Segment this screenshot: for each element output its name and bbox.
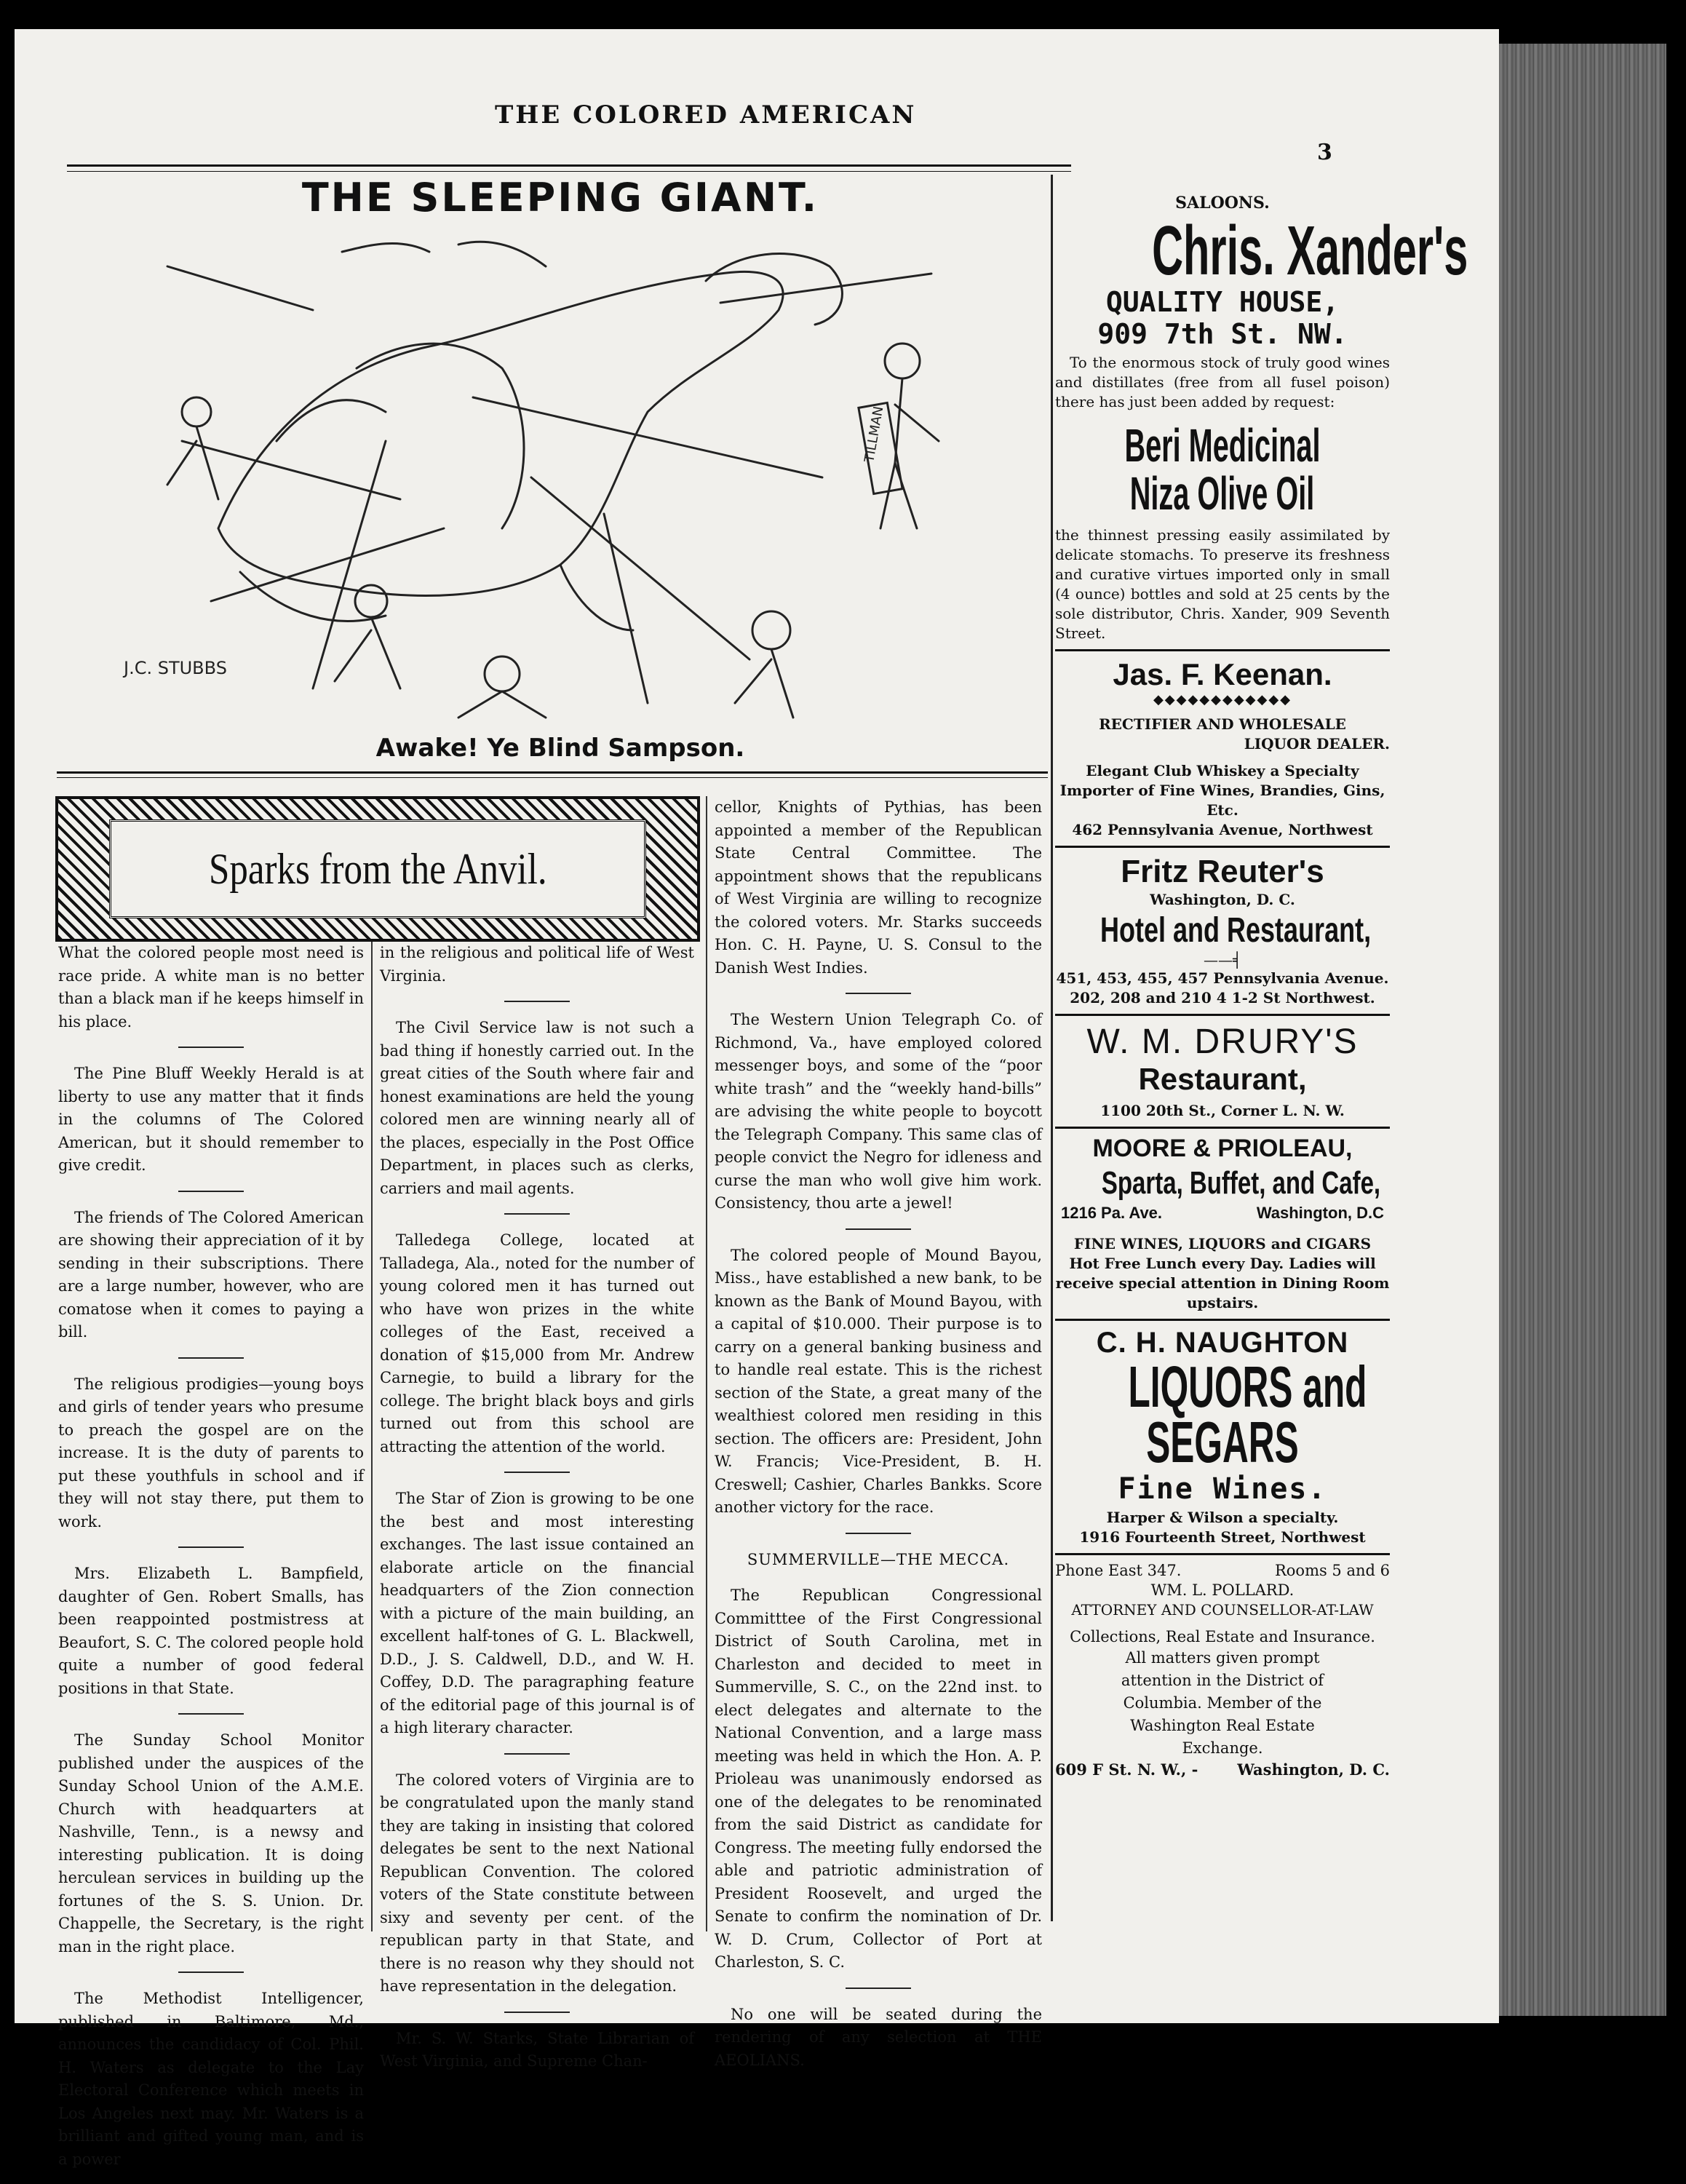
ad-keenan — [1055, 657, 1390, 840]
ad-pollard-phone: Phone East 347. — [1055, 1562, 1182, 1579]
ad-moore — [1055, 1135, 1390, 1313]
ad-xander-tagline: QUALITY HOUSE, — [1105, 286, 1340, 318]
separator — [846, 1988, 911, 1989]
sparks-heading-inner — [109, 819, 646, 918]
ad-reuter-flourish-icon: ——╡ — [1203, 951, 1242, 969]
separator — [178, 1047, 244, 1048]
book-spine — [1499, 44, 1666, 2016]
ad-naughton — [1055, 1327, 1390, 1547]
separator — [178, 1357, 244, 1359]
ad-pollard — [1055, 1561, 1390, 1779]
ad-naughton-line2: SEGARS — [1146, 1410, 1299, 1474]
cartoon-title: THE SLEEPING GIANT. — [301, 175, 819, 221]
paragraph: What the colored people most need is race pride. A white man is no better than a black man if he keeps himself in his place. — [58, 944, 364, 1031]
cartoon-rule — [57, 771, 1048, 778]
ad-drury — [1055, 1022, 1390, 1121]
column-divider-ads — [1051, 175, 1053, 1921]
ad-pollard-rooms: Rooms 5 and 6 — [1274, 1562, 1390, 1579]
sparks-column-2 — [380, 942, 694, 2086]
cartoon-signature: J.C. STUBBS — [124, 658, 227, 678]
paragraph: The Republican Congressional Committtee of the First Congressional District of South Carolina, met in Charleston and decided to meet in Summerville, S. C., on the 22nd inst. to elect delegates and alternate to the National Convention, and a large mass meeting was held in which the Hon. A. P. Prioleau was unanimously endorsed as one of the delegates to be renominated from the said District as candidate for Congress. The meeting fully endorsed the able and patriotic administration of President Roosevelt, and urged the Senate to confirm the nomination of Dr. W. D. Crum, Collector of Port at Charleston, S. C. — [715, 1587, 1042, 1971]
ad-moore-address-right: Washington, D.C — [1256, 1204, 1384, 1222]
ad-pollard-address-left: 609 F St. N. W., - — [1055, 1760, 1198, 1779]
ad-naughton-name: C. H. NAUGHTON — [1096, 1327, 1349, 1359]
sparks-heading-box — [55, 796, 700, 942]
paragraph: The friends of The Colored American are showing their appreciation of it by sending in their subscriptions. There are a large number, however, who are comatose when it comes to paying a bill. — [58, 1208, 364, 1341]
header-rule — [67, 164, 1071, 172]
ad-keenan-line2: LIQUOR DEALER. — [1244, 735, 1390, 753]
paragraph: Talledega College, located at Talladega, Ala., noted for the number of young colored men it has turned out who have won prizes in the white colleges of the East, received a donation of $15,000 from Mr. Andrew Carnegie, to build a library for the college. The bright black boys and girls turned out from this school are attracting the attention of the world. — [380, 1231, 694, 1456]
ad-reuter-address2: 202, 208 and 210 4 1-2 St Northwest. — [1070, 989, 1375, 1006]
ads-column — [1055, 175, 1468, 1779]
ad-pollard-title: ATTORNEY AND COUNSELLOR-AT-LAW — [1071, 1601, 1374, 1619]
ad-reuter-city: Washington, D. C. — [1150, 891, 1295, 908]
paragraph: The Star of Zion is growing to be one the best and most interesting exchanges. The last issue contained an elaborate article on the financial headquarters of the Zion connection with a picture of the main building, an excellent half-tones of G. L. Blackwell, D.D., J. S. Caldwell, D.D., and W. H. Coffey, D.D. The paragraphing feature of the editorial page of this journal is of a high literary character. — [380, 1490, 694, 1736]
separator — [178, 1713, 244, 1715]
paragraph: The Western Union Telegraph Co. of Richmond, Va., have employed colored messenger boys, and some of the “poor white trash” and the “weekly hand-bills” are advising the white people to boycott the Telegraph Company. This same clas of people convict the Negro for idleness and curse the man who woll give him work. Consistency, thou arte a jewel! — [715, 1011, 1042, 1212]
paragraph: The colored people of Mound Bayou, Miss., have established a new bank, to be known as the Bank of Mound Bayou, with a capital of $10.000. Their purpose is to carry on a general banking business and to handle real estate. This is the richest section of the State, a great many of the wealthiest colored men residing in this section. The officers are: President, John W. Francis; Vice-President, B. H. Creswell; Cashier, Charles Bankks. Score another victory for the race. — [715, 1246, 1042, 1516]
paragraph: Mrs. Elizabeth L. Bampfield, daughter of Gen. Robert Smalls, has been reappointed postmistress at Beaufort, S. C. The colored people hold quite a number of good federal positions in that State. — [58, 1565, 364, 1697]
ad-pollard-services: Collections, Real Estate and Insurance. — [1070, 1628, 1375, 1645]
cartoon-figure-label: TILLMAN — [862, 405, 887, 464]
paragraph: No one will be seated during the rendering of any selection at THE AEOLIANS. — [715, 2005, 1042, 2069]
separator — [504, 1213, 570, 1215]
ad-xander-address: 909 7th St. NW. — [1097, 318, 1348, 350]
separator — [178, 1191, 244, 1192]
paragraph: The Sunday School Monitor published under the auspices of the Sunday School Union of the A.M.E. Church with headquarters at Nashville, Tenn., is a newsy and interesting publication. It is doing herculean services in building up the fortunes of the S. S. Union. Dr. Chappelle, the Secretary, is the right man in the right place. — [58, 1731, 364, 1955]
ad-rule — [1055, 1127, 1390, 1129]
paragraph: in the religious and political life of West Virginia. — [380, 944, 694, 985]
ad-moore-body2: Hot Free Lunch every Day. Ladies will receive special attention in Dining Room upstairs. — [1055, 1255, 1390, 1311]
ad-xander — [1055, 212, 1468, 643]
separator — [504, 2012, 570, 2013]
page-number: 3 — [1317, 140, 1332, 165]
newspaper-page — [15, 29, 1499, 2168]
ad-xander-body: the thinnest pressing easily assimilated by delicate stomachs. To preserve its freshness and curative virtues imported only in small (4 ounce) bottles and sold at 25 cents by the sole distributor, Chris. Xander, 909 Seventh Street. — [1055, 526, 1390, 642]
paragraph: Mr. S. W. Starks, State Librarian of West Virginia, and Supreme Chan- — [380, 2029, 694, 2070]
ad-pollard-address-right: Washington, D. C. — [1237, 1760, 1390, 1779]
ad-reuter-business: Hotel and Restaurant, — [1100, 911, 1372, 950]
separator — [178, 1971, 244, 1973]
ad-keenan-body: Elegant Club Whiskey a Specialty Importer of Fine Wines, Brandies, Gins, Etc. — [1059, 762, 1385, 819]
separator — [846, 993, 911, 994]
paragraph: The religious prodigies—young boys and girls of tender years who presume to preach the gospel are on the increase. It is the duty of parents to put these youthfuls in school and if they will not stay there, put them to work. — [58, 1375, 364, 1530]
ad-xander-product1: Beri Medicinal — [1124, 419, 1321, 472]
separator — [504, 1472, 570, 1473]
column-divider — [371, 942, 373, 1931]
sparks-title: Sparks from the Anvil. — [208, 844, 547, 893]
paragraph: The Pine Bluff Weekly Herald is at liberty to use any matter that it finds in the columns of The Colored American, but it should remember to give credit. — [58, 1065, 364, 1174]
ad-naughton-line1: LIQUORS and — [1128, 1354, 1367, 1419]
ad-keenan-ornament: ◆◆◆◆◆◆◆◆◆◆◆◆ — [1153, 692, 1292, 707]
ad-xander-name: Chris. Xander's — [1152, 212, 1468, 290]
separator — [846, 1228, 911, 1230]
masthead: THE COLORED AMERICAN — [495, 100, 917, 130]
ad-moore-body1: FINE WINES, LIQUORS and CIGARS — [1073, 1235, 1372, 1252]
paragraph: The colored voters of Virginia are to be congratulated upon the manly stand they are taking in insisting that colored delegates be sent to the next National Republican Convention. The colored voters of the State constitute between sixy and seventy per cent. of the republican party in that State, and there is no reason why they should not have representation in the delegation. — [380, 1771, 694, 1995]
paragraph: The Methodist Intelligencer, published in Baltimore, Md., announces the candidacy of Col. Phil. H. Waters as delegate to the Lay Electoral Conference which meets in Los Angeles next may. Mr. Waters is a brilliant and gifted young man, and is a power — [58, 1990, 364, 2168]
cartoon-illustration — [95, 223, 1026, 718]
ad-xander-product2: Niza Olive Oil — [1130, 467, 1315, 520]
ad-rule — [1055, 1319, 1390, 1321]
ad-naughton-specialty: Harper & Wilson a specialty. — [1106, 1509, 1339, 1526]
ad-naughton-address: 1916 Fourteenth Street, Northwest — [1079, 1528, 1366, 1546]
sparks-column-1 — [58, 942, 364, 2184]
ad-keenan-address: 462 Pennsylvania Avenue, Northwest — [1072, 821, 1373, 838]
ad-rule — [1055, 846, 1390, 848]
ad-keenan-line1: RECTIFIER AND WHOLESALE — [1099, 715, 1346, 733]
sparks-column-3 — [715, 796, 1042, 2085]
ad-rule — [1055, 649, 1390, 651]
cartoon-caption: Awake! Ye Blind Sampson. — [375, 734, 745, 763]
ad-reuter-address1: 451, 453, 455, 457 Pennsylvania Avenue. — [1056, 969, 1389, 987]
separator — [178, 1546, 244, 1548]
ad-rule — [1055, 1014, 1390, 1016]
separator — [504, 1753, 570, 1755]
ads-section-label: SALOONS. — [1175, 194, 1270, 213]
column-divider — [706, 796, 707, 1931]
ad-reuter-name: Fritz Reuter's — [1121, 854, 1324, 889]
ad-reuter — [1055, 854, 1390, 1008]
ad-pollard-body: All matters given prompt attention in the District of Columbia. Member of the Washington Real Estate Exchange. — [1121, 1649, 1324, 1757]
separator — [504, 1001, 570, 1002]
ad-rule — [1055, 1553, 1390, 1555]
ad-pollard-name: WM. L. POLLARD. — [1150, 1581, 1295, 1599]
ad-drury-address: 1100 20th St., Corner L. N. W. — [1100, 1102, 1345, 1119]
subhead: SUMMERVILLE—THE MECCA. — [747, 1550, 1010, 1568]
ad-moore-address-left: 1216 Pa. Ave. — [1061, 1204, 1163, 1222]
paragraph: cellor, Knights of Pythias, has been appointed a member of the Republican State Central Committee. The appointment shows that the republicans of West Virginia are willing to recognize the colored voters. Mr. Starks succeeds Hon. C. H. Payne, U. S. Consul to the Danish West Indies. — [715, 798, 1042, 977]
ad-keenan-name: Jas. F. Keenan. — [1113, 657, 1332, 691]
ad-drury-name: W. M. DRURY'S — [1086, 1022, 1359, 1061]
paragraph: The Civil Service law is not such a bad thing if honestly carried out. In the great cities of the South where fair and honest examinations are held the young colored men are winning nearly all of the places, especially in the Post Office Department, in places such as clerks, carriers and mail agents. — [380, 1019, 694, 1197]
ad-drury-business: Restaurant, — [1138, 1062, 1307, 1096]
separator — [846, 1533, 911, 1534]
ad-naughton-fine: Fine Wines. — [1118, 1472, 1327, 1506]
ad-moore-business: Sparta, Buffet, and Cafe, — [1101, 1165, 1381, 1201]
ad-xander-intro: To the enormous stock of truly good wines and distillates (free from all fusel poison) there has just been added by request: — [1055, 354, 1390, 410]
ad-moore-name: MOORE & PRIOLEAU, — [1092, 1135, 1353, 1162]
